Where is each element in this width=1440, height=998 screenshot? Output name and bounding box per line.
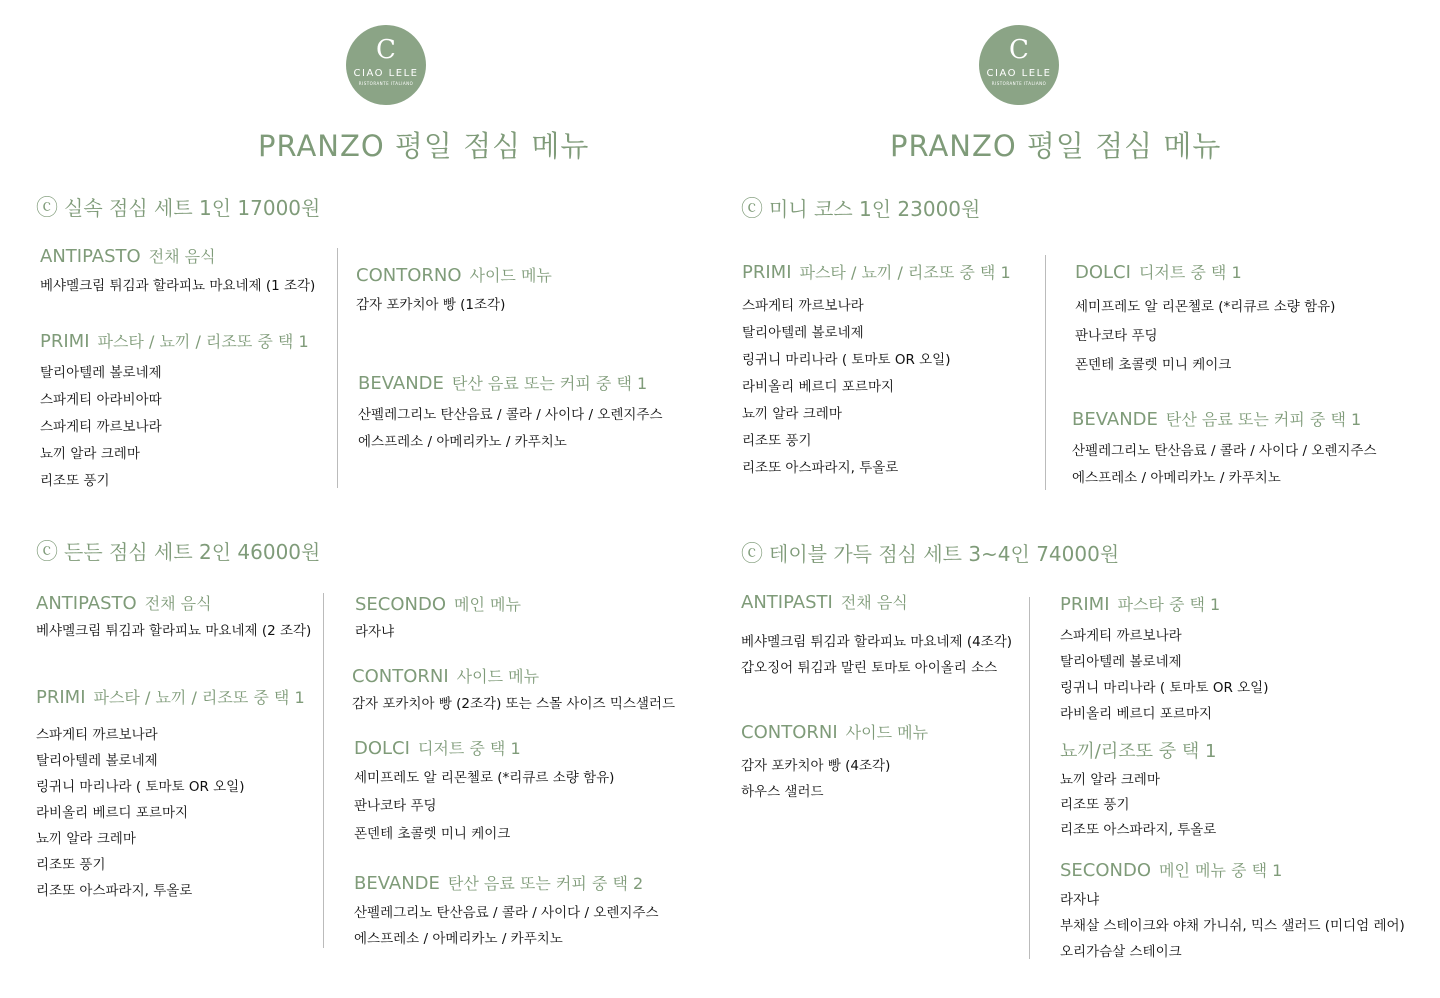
menu-item: 리조또 아스파라지, 투올로: [742, 460, 899, 476]
menu-section-primi: [1060, 593, 1269, 727]
menu-item: 폰덴테 초콜렛 미니 케이크: [1075, 357, 1232, 373]
section-heading: [742, 261, 1011, 285]
logo-name: CIAO LELE: [986, 68, 1052, 79]
menu-item: 갑오징어 튀김과 말린 토마토 아이올리 소스: [741, 660, 998, 676]
section-heading: [355, 593, 521, 617]
section-name-ko: 탄산 음료 또는 커피 중 택 1: [1165, 410, 1362, 429]
menu-item: 탈리아텔레 볼로네제: [40, 365, 162, 381]
menu-item: 판나코타 푸딩: [354, 798, 437, 814]
menu-item: 스파게티 까르보나라: [40, 419, 162, 435]
menu-item: 리조또 풍기: [742, 433, 812, 449]
column-divider: [1029, 597, 1030, 959]
section-heading: [741, 591, 1012, 615]
menu-item: 에스프레소 / 아메리카노 / 카푸치노: [1072, 470, 1281, 486]
set-mark-icon: ⓒ: [36, 540, 59, 565]
section-heading: [1072, 408, 1377, 432]
set-title: [36, 195, 320, 222]
menu-item: 라비올리 베르디 포르마지: [1060, 706, 1213, 722]
section-heading: [1075, 261, 1335, 285]
menu-item: 세미프레도 알 리몬첼로 (*리큐르 소량 함유): [354, 770, 615, 786]
column-divider: [1045, 255, 1046, 490]
menu-section-primi: [742, 261, 1011, 482]
section-name-en: SECONDO: [355, 594, 447, 615]
menu-item: 세미프레도 알 리몬첼로 (*리큐르 소량 함유): [1075, 299, 1336, 315]
section-heading: [358, 372, 663, 396]
menu-item: 감자 포카치아 빵 (4조각): [741, 758, 891, 774]
section-name-ko: 사이드 메뉴: [456, 667, 540, 686]
menu-item: 베샤멜크림 튀김과 할라피뇨 마요네제 (1 조각): [40, 278, 316, 294]
menu-item: 라비올리 베르디 포르마지: [742, 379, 895, 395]
section-name-en: SECONDO: [1060, 860, 1152, 881]
menu-item: 에스프레소 / 아메리카노 / 카푸치노: [354, 931, 563, 947]
menu-section-bevande: [354, 872, 659, 952]
set-title: [741, 196, 980, 223]
logo-subtitle: RISTORANTE ITALIANO: [991, 81, 1047, 86]
menu-item: 스파게티 아라비아따: [40, 392, 162, 408]
set-mark-icon: ⓒ: [741, 197, 764, 222]
menu-item: 베샤멜크림 튀김과 할라피뇨 마요네제 (2 조각): [36, 623, 312, 639]
menu-section-primi: [40, 330, 309, 495]
menu-item: 탈리아텔레 볼로네제: [1060, 654, 1182, 670]
section-name-ko: 전채 음식: [144, 594, 212, 613]
menu-item: 베샤멜크림 튀김과 할라피뇨 마요네제 (4조각): [741, 634, 1013, 650]
menu-section-dolci: [1075, 261, 1335, 380]
section-name-en: ANTIPASTO: [40, 246, 141, 267]
section-heading: [352, 665, 675, 689]
column-divider: [337, 248, 338, 488]
menu-item: 부채살 스테이크와 야채 가니쉬, 믹스 샐러드 (미디엄 레어): [1060, 918, 1405, 934]
menu-item: 에스프레소 / 아메리카노 / 카푸치노: [358, 434, 567, 450]
menu-item: 폰덴테 초콜렛 미니 케이크: [354, 826, 511, 842]
menu-item: 리조또 풍기: [36, 857, 106, 873]
section-name-en: DOLCI: [1075, 262, 1131, 283]
menu-item: 뇨끼 알라 크레마: [36, 831, 136, 847]
page-title-right: PRANZO 평일 점심 메뉴: [890, 129, 1222, 163]
section-name-en: CONTORNO: [356, 265, 462, 286]
menu-section-secondo: [1060, 859, 1405, 965]
page-title-left: PRANZO 평일 점심 메뉴: [258, 129, 590, 163]
section-name-en: ANTIPASTI: [741, 592, 833, 613]
section-name-ko: 탄산 음료 또는 커피 중 택 2: [447, 874, 644, 893]
section-name-ko: 사이드 메뉴: [845, 723, 929, 742]
section-heading: [40, 245, 315, 269]
set-title-text: 든든 점심 세트 2인 46000원: [64, 540, 321, 564]
menu-section-gnocchi-risotto: [1060, 740, 1216, 843]
menu-section-bevande: [1072, 408, 1377, 492]
section-name-ko: 전채 음식: [840, 593, 908, 612]
menu-item: 리조또 아스파라지, 투올로: [36, 883, 193, 899]
section-heading: [356, 264, 552, 288]
menu-item: 탈리아텔레 볼로네제: [742, 325, 864, 341]
menu-item: 뇨끼 알라 크레마: [742, 406, 842, 422]
menu-section-secondo: [355, 593, 521, 643]
set-title: [741, 541, 1119, 568]
section-heading: [36, 686, 305, 710]
menu-item: 스파게티 까르보나라: [742, 298, 864, 314]
section-heading: [741, 721, 928, 745]
section-heading: [1060, 740, 1216, 764]
section-name-ko: 사이드 메뉴: [469, 266, 552, 285]
set-mark-icon: ⓒ: [36, 196, 59, 221]
menu-section-antipasto: [40, 245, 315, 297]
section-name-en: BEVANDE: [358, 373, 444, 394]
section-heading: [40, 330, 309, 354]
set-title-text: 테이블 가득 점심 세트 3~4인 74000원: [769, 542, 1120, 566]
menu-item: 감자 포카치아 빵 (1조각): [356, 297, 506, 313]
set-title: [36, 539, 320, 566]
section-name-ko: 파스타 중 택 1: [1117, 595, 1221, 614]
menu-section-primi: [36, 686, 305, 904]
section-name-ko: 파스타 / 뇨끼 / 리조또 중 택 1: [799, 263, 1011, 282]
menu-item: 산펠레그리노 탄산음료 / 콜라 / 사이다 / 오렌지주스: [358, 407, 663, 423]
section-heading: [1060, 593, 1269, 617]
section-name-ko: 파스타 / 뇨끼 / 리조또 중 택 1: [97, 332, 309, 351]
set-title-text: 실속 점심 세트 1인 17000원: [64, 196, 321, 220]
section-name-ko: 전채 음식: [148, 247, 216, 266]
section-name-en: ANTIPASTO: [36, 593, 137, 614]
section-heading: [1060, 859, 1405, 883]
restaurant-logo-left: [346, 25, 426, 105]
section-name-en: BEVANDE: [1072, 409, 1158, 430]
section-heading: [36, 592, 311, 616]
set-title-text: 미니 코스 1인 23000원: [769, 197, 981, 221]
menu-item: 리조또 풍기: [1060, 797, 1130, 813]
section-name-ko: 메인 메뉴 중 택 1: [1159, 861, 1283, 880]
section-name-ko: 뇨끼/리조또 중 택 1: [1060, 741, 1217, 762]
section-name-ko: 탄산 음료 또는 커피 중 택 1: [451, 374, 648, 393]
menu-section-contorni: [352, 665, 675, 715]
section-name-ko: 디저트 중 택 1: [1138, 263, 1242, 282]
logo-subtitle: RISTORANTE ITALIANO: [358, 81, 414, 86]
menu-section-antipasti: [741, 591, 1012, 681]
section-name-en: PRIMI: [1060, 594, 1110, 615]
menu-section-contorni: [741, 721, 928, 805]
menu-section-bevande: [358, 372, 663, 456]
menu-item: 링귀니 마리나라 ( 토마토 OR 오일): [742, 352, 951, 368]
section-name-en: CONTORNI: [741, 722, 838, 743]
restaurant-logo-right: [979, 25, 1059, 105]
menu-item: 산펠레그리노 탄산음료 / 콜라 / 사이다 / 오렌지주스: [354, 905, 659, 921]
section-name-ko: 메인 메뉴: [454, 595, 521, 614]
logo-monogram: C: [1009, 35, 1029, 65]
menu-item: 감자 포카치아 빵 (2조각) 또는 스몰 사이즈 믹스샐러드: [352, 696, 676, 712]
section-heading: [354, 872, 659, 896]
menu-section-dolci: [354, 737, 614, 848]
section-name-ko: 디저트 중 택 1: [417, 739, 521, 758]
column-divider: [323, 593, 324, 948]
menu-item: 뇨끼 알라 크레마: [1060, 772, 1160, 788]
menu-item: 링귀니 마리나라 ( 토마토 OR 오일): [1060, 680, 1269, 696]
section-name-en: DOLCI: [354, 738, 410, 759]
menu-item: 뇨끼 알라 크레마: [40, 446, 140, 462]
menu-item: 라비올리 베르디 포르마지: [36, 805, 189, 821]
menu-item: 리조또 아스파라지, 투올로: [1060, 822, 1217, 838]
section-heading: [354, 737, 614, 761]
section-name-en: PRIMI: [742, 262, 792, 283]
logo-name: CIAO LELE: [353, 68, 419, 79]
set-mark-icon: ⓒ: [741, 542, 764, 567]
menu-item: 리조또 풍기: [40, 473, 110, 489]
menu-item: 탈리아텔레 볼로네제: [36, 753, 158, 769]
menu-item: 링귀니 마리나라 ( 토마토 OR 오일): [36, 779, 245, 795]
menu-item: 오리가슴살 스테이크: [1060, 944, 1182, 960]
menu-item: 산펠레그리노 탄산음료 / 콜라 / 사이다 / 오렌지주스: [1072, 443, 1377, 459]
section-name-en: CONTORNI: [352, 666, 449, 687]
section-name-en: PRIMI: [36, 687, 86, 708]
menu-item: 스파게티 까르보나라: [1060, 628, 1182, 644]
menu-item: 판나코타 푸딩: [1075, 328, 1158, 344]
menu-item: 라자냐: [355, 624, 395, 640]
menu-section-contorno: [356, 264, 552, 316]
menu-item: 하우스 샐러드: [741, 784, 824, 800]
menu-section-antipasto: [36, 592, 311, 642]
section-name-ko: 파스타 / 뇨끼 / 리조또 중 택 1: [93, 688, 305, 707]
logo-monogram: C: [376, 35, 396, 65]
section-name-en: BEVANDE: [354, 873, 440, 894]
section-name-en: PRIMI: [40, 331, 90, 352]
menu-item: 라자냐: [1060, 892, 1100, 908]
menu-item: 스파게티 까르보나라: [36, 727, 158, 743]
